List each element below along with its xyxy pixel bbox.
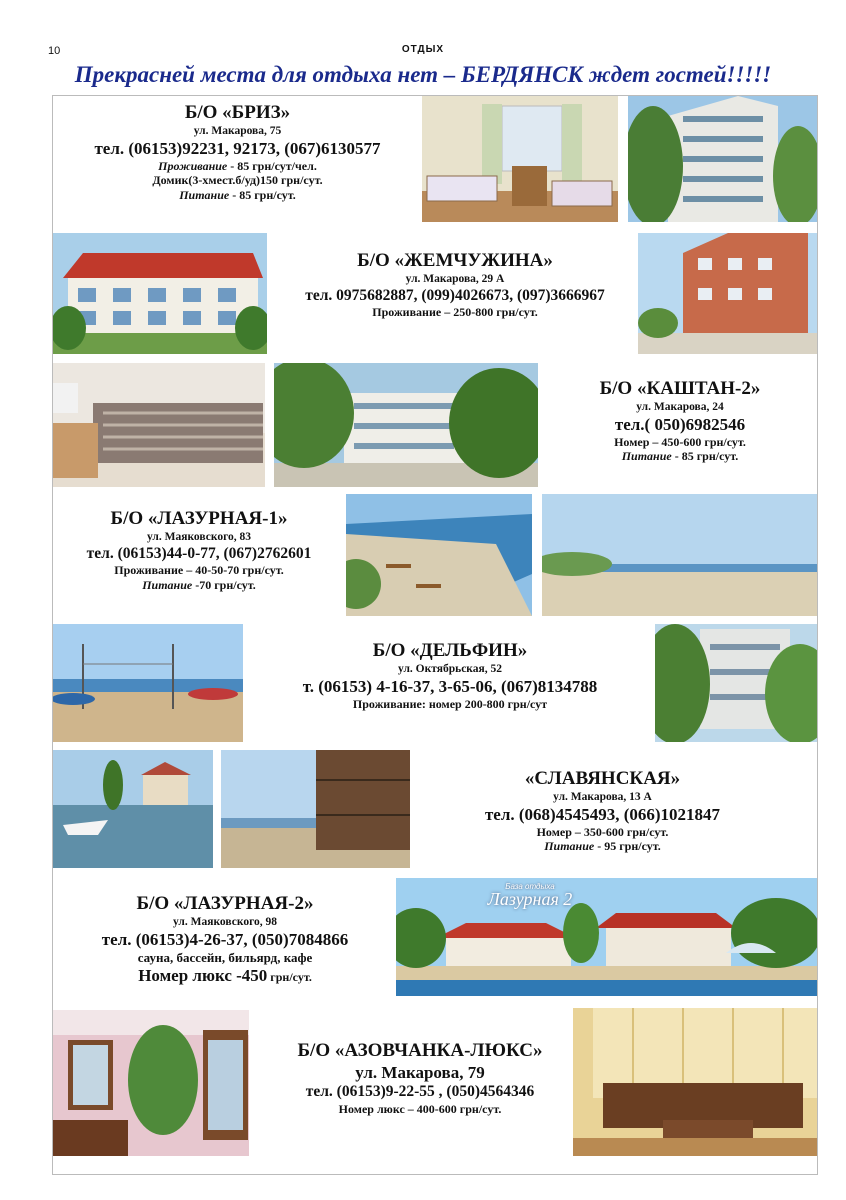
listing-phone: тел. (068)4545493, (066)1021847 bbox=[484, 804, 721, 824]
listing-price: Номер – 350-600 грн/сут. bbox=[536, 824, 669, 839]
listing-street: ул. Макарова, 29 А bbox=[405, 272, 505, 285]
listing-street: ул. Макарова, 13 А bbox=[553, 790, 652, 803]
listing-street: ул. Макарова, 79 bbox=[355, 1062, 485, 1082]
listing-zhemchuzhina bbox=[270, 250, 640, 320]
photo-azovchanka-lounge bbox=[573, 1008, 817, 1156]
price-label: Проживание bbox=[158, 158, 228, 173]
listing-street: ул. Маяковского, 83 bbox=[146, 530, 252, 543]
listing-phone: тел.( 050)6982546 bbox=[614, 414, 746, 434]
photo-slavyanskaya-marina bbox=[53, 750, 213, 868]
page-headline: Прекрасней места для отдыха нет – БЕРДЯНСК ждет гостей!!!!! bbox=[74, 62, 772, 87]
meals-label: Питание bbox=[621, 449, 672, 464]
listing-price bbox=[55, 966, 395, 986]
listing-meals bbox=[55, 188, 420, 202]
listing-briz bbox=[55, 102, 420, 202]
listing-name: Б/О «КАШТАН-2» bbox=[599, 378, 761, 399]
photo-delfin-beach bbox=[53, 624, 243, 742]
photo-slavyanskaya-terrace bbox=[221, 750, 410, 868]
meals-label: Питание bbox=[179, 187, 230, 202]
photo-lazurnaya1-shore bbox=[542, 494, 817, 616]
photo-kashtan-building bbox=[274, 363, 538, 487]
listing-street: ул. Макарова, 75 bbox=[193, 124, 282, 137]
listing-name: Б/О «БРИЗ» bbox=[184, 102, 291, 123]
listing-name: «СЛАВЯНСКАЯ» bbox=[524, 768, 681, 789]
photo-delfin-building bbox=[655, 624, 817, 742]
listing-azovchanka bbox=[270, 1040, 570, 1116]
listing-kashtan bbox=[545, 378, 815, 464]
listing-name: Б/О «ЛАЗУРНАЯ-2» bbox=[136, 893, 314, 914]
listing-street: ул. Маяковского, 98 bbox=[172, 915, 278, 928]
meals-value: - 85 грн/сут. bbox=[229, 187, 296, 202]
listing-price: Проживание – 250-800 грн/сут. bbox=[372, 305, 538, 320]
listing-phone: т. (06153) 4-16-37, 3-65-06, (067)8134788 bbox=[302, 676, 598, 696]
listing-phone: тел. (06153)92231, 92173, (067)6130577 bbox=[94, 138, 381, 158]
listing-slavyanskaya bbox=[445, 768, 760, 854]
listing-name: Б/О «ЖЕМЧУЖИНА» bbox=[357, 250, 553, 271]
listing-meals bbox=[445, 839, 760, 853]
listing-lazurnaya-1 bbox=[55, 508, 343, 592]
banner-caption bbox=[455, 882, 605, 910]
meals-value: -70 грн/сут. bbox=[192, 577, 256, 592]
photo-azovchanka-hall bbox=[53, 1010, 249, 1156]
page-number: 10 bbox=[48, 45, 61, 57]
listing-delfin bbox=[250, 640, 650, 711]
listing-amenities: сауна, бассейн, бильярд, кафе bbox=[137, 949, 313, 965]
listing-price: Проживание: номер 200-800 грн/сут bbox=[352, 696, 548, 711]
listing-price: Номер – 450-600 грн/сут. bbox=[614, 434, 746, 449]
listing-meals bbox=[545, 449, 815, 463]
meals-value: - 95 грн/сут. bbox=[594, 839, 661, 854]
photo-briz-building bbox=[628, 96, 817, 222]
listing-phone: тел. 0975682887, (099)4026673, (097)3666967 bbox=[305, 286, 605, 304]
price-value: Номер люкс -450 bbox=[138, 965, 268, 985]
listing-cottage-price: Домик(3-хмест.б/уд)150 грн/сут. bbox=[152, 173, 323, 188]
meals-label: Питание bbox=[544, 839, 595, 854]
photo-lazurnaya1-beach bbox=[346, 494, 532, 616]
listing-lazurnaya-2 bbox=[55, 893, 395, 986]
listing-name: Б/О «ЛАЗУРНАЯ-1» bbox=[110, 508, 288, 529]
section-title: ОТДЫХ bbox=[401, 44, 445, 55]
listing-street: ул. Макарова, 24 bbox=[636, 400, 724, 413]
banner-caption-small: База отдыха bbox=[505, 882, 555, 891]
listing-phone: тел. (06153)9-22-55 , (050)4564346 bbox=[305, 1083, 535, 1101]
photo-kashtan-room bbox=[53, 363, 265, 487]
photo-briz-room bbox=[422, 96, 618, 222]
listing-price: Проживание – 40-50-70 грн/сут. bbox=[114, 563, 284, 578]
photo-zhemchuzhina-building bbox=[53, 233, 267, 354]
meals-value: - 85 грн/сут. bbox=[671, 449, 739, 464]
listing-phone: тел. (06153)44-0-77, (067)2762601 bbox=[86, 544, 312, 562]
photo-zhemchuzhina-tower bbox=[638, 233, 817, 354]
listing-price bbox=[55, 159, 420, 173]
listing-price: Номер люкс – 400-600 грн/сут. bbox=[338, 1101, 502, 1116]
meals-label: Питание bbox=[142, 577, 193, 592]
price-unit: грн/сут. bbox=[267, 969, 312, 984]
listing-phone: тел. (06153)4-26-37, (050)7084866 bbox=[101, 929, 349, 949]
banner-caption-large: Лазурная 2 bbox=[487, 889, 573, 909]
listing-meals bbox=[55, 578, 343, 592]
listing-name: Б/О «ДЕЛЬФИН» bbox=[372, 640, 528, 661]
listing-name: Б/О «АЗОВЧАНКА-ЛЮКС» bbox=[297, 1040, 543, 1061]
listing-street: ул. Октябрьская, 52 bbox=[398, 662, 502, 675]
price-value: - 85 грн/сут/чел. bbox=[227, 158, 317, 173]
